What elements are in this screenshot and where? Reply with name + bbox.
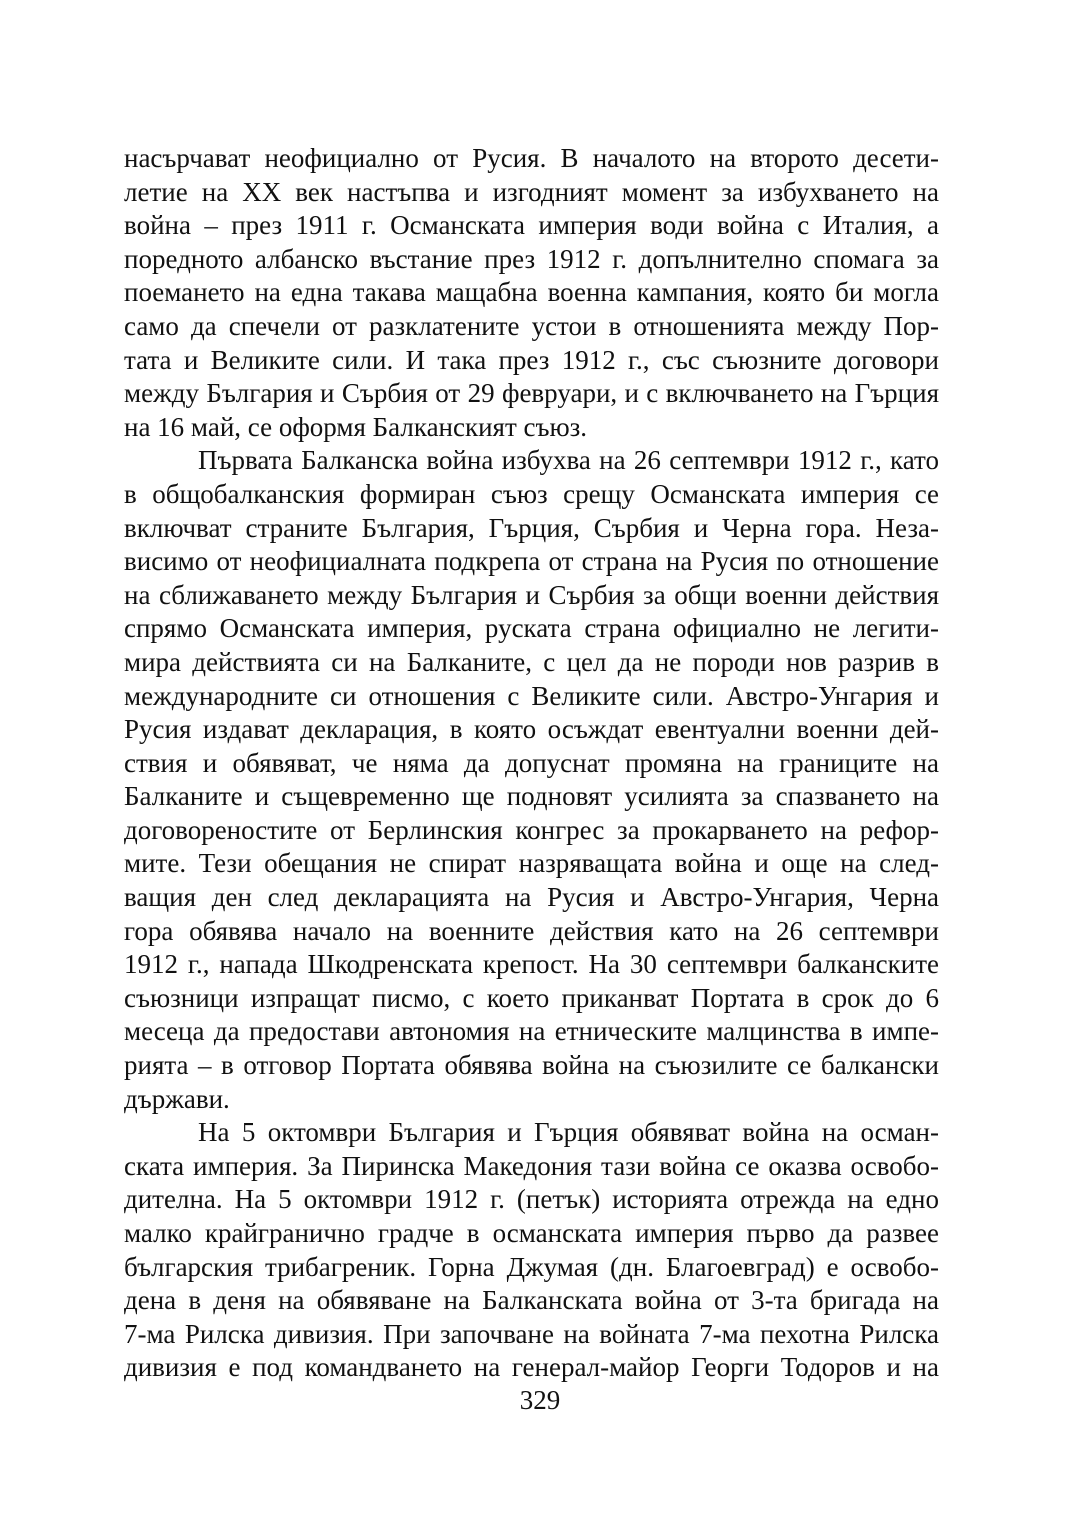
text-line: месеца да предостави автономия на етническите малцинства в импе- bbox=[124, 1016, 939, 1047]
text-line: съюзници изпращат писмо, с което приканват Портата в срок до 6 bbox=[124, 982, 939, 1013]
text-line: поемането на една такава мащабна военна кампания, която би могла bbox=[124, 277, 939, 308]
text-line: в общобалканския формиран съюз срещу Османската империя се bbox=[124, 478, 939, 509]
body-text bbox=[124, 142, 939, 1385]
text-line: дена в деня на обявяване на Балканската война от 3-та бригада на bbox=[124, 1285, 939, 1316]
text-line: ската империя. За Пиринска Македония тази война се оказва освобо- bbox=[124, 1150, 939, 1181]
text-line: мите. Тези обещания не спират назряващата война и още на след- bbox=[124, 848, 939, 879]
text-line: на сближаването между България и Сърбия за общи военни действия bbox=[124, 579, 939, 610]
text-line: война – през 1911 г. Османската империя води война с Италия, а bbox=[124, 210, 939, 241]
text-line: летие на XX век настъпва и изгодният момент за избухването на bbox=[124, 176, 939, 207]
page-number: 329 bbox=[519, 1385, 561, 1415]
text-line: включват страните България, Гърция, Сърбия и Черна гора. Неза- bbox=[124, 512, 939, 543]
paragraph bbox=[124, 1116, 939, 1385]
text-line: малко крайгранично градче в османската империя първо да развее bbox=[124, 1218, 939, 1248]
text-line: договореностите от Берлинския конгрес за прокарването на рефор- bbox=[124, 814, 939, 845]
text-line: 1912 г., напада Шкодренската крепост. На 30 септември балканските bbox=[124, 949, 939, 980]
paragraph bbox=[124, 142, 939, 444]
text-line: Първата Балканска война избухва на 26 септември 1912 г., като bbox=[198, 445, 939, 476]
text-line: тата и Великите сили. И така през 1912 г., със съюзните договори bbox=[124, 344, 939, 375]
text-line: спрямо Османската империя, руската страна официално не легити- bbox=[124, 613, 939, 644]
text-line: На 5 октомври България и Гърция обявяват война на осман- bbox=[198, 1117, 939, 1148]
text-line: на 16 май, се оформя Балканският съюз. bbox=[124, 411, 588, 442]
text-line: ващия ден след декларацията на Русия и Австро-Унгария, Черна bbox=[124, 882, 939, 913]
text-line: насърчават неофициално от Русия. В началото на второто десети- bbox=[124, 143, 939, 173]
text-line: Русия издават декларация, в която осъждат евентуални военни дей- bbox=[124, 714, 939, 745]
text-line: дивизия е под командването на генерал-майор Георги Тодоров и на bbox=[124, 1352, 939, 1383]
text-line: дителна. На 5 октомври 1912 г. (петък) историята отрежда на едно bbox=[124, 1184, 939, 1215]
text-line: гора обявява начало на военните действия като на 26 септември bbox=[124, 915, 939, 946]
text-line: 7-ма Рилска дивизия. При започване на войната 7-ма пехотна Рилска bbox=[124, 1318, 939, 1349]
text-line: мира действията си на Балканите, с цел да не породи нов разрив в bbox=[124, 646, 939, 677]
text-line: между България и Сърбия от 29 февруари, и с включването на Гърция bbox=[124, 378, 939, 409]
text-line: държави. bbox=[124, 1083, 230, 1114]
text-line: международните си отношения с Великите сили. Австро-Унгария и bbox=[124, 680, 939, 711]
text-line: ствия и обявяват, че няма да допуснат промяна на границите на bbox=[124, 747, 939, 778]
paragraph bbox=[124, 444, 939, 1116]
text-line: поредното албанско въстание през 1912 г. допълнително спомага за bbox=[124, 243, 939, 274]
text-line: висимо от неофициалната подкрепа от страна на Русия по отношение bbox=[124, 546, 939, 577]
text-line: българския трибагреник. Горна Джумая (дн. Благоевград) е освобо- bbox=[124, 1251, 939, 1282]
text-line: само да спечели от разклатените устои в отношенията между Пор- bbox=[124, 310, 939, 341]
text-line: Балканите и същевременно ще подновят усилията за спазването на bbox=[124, 781, 939, 812]
text-line: рията – в отговор Портата обявява война на съюзилите се балкански bbox=[124, 1050, 939, 1081]
